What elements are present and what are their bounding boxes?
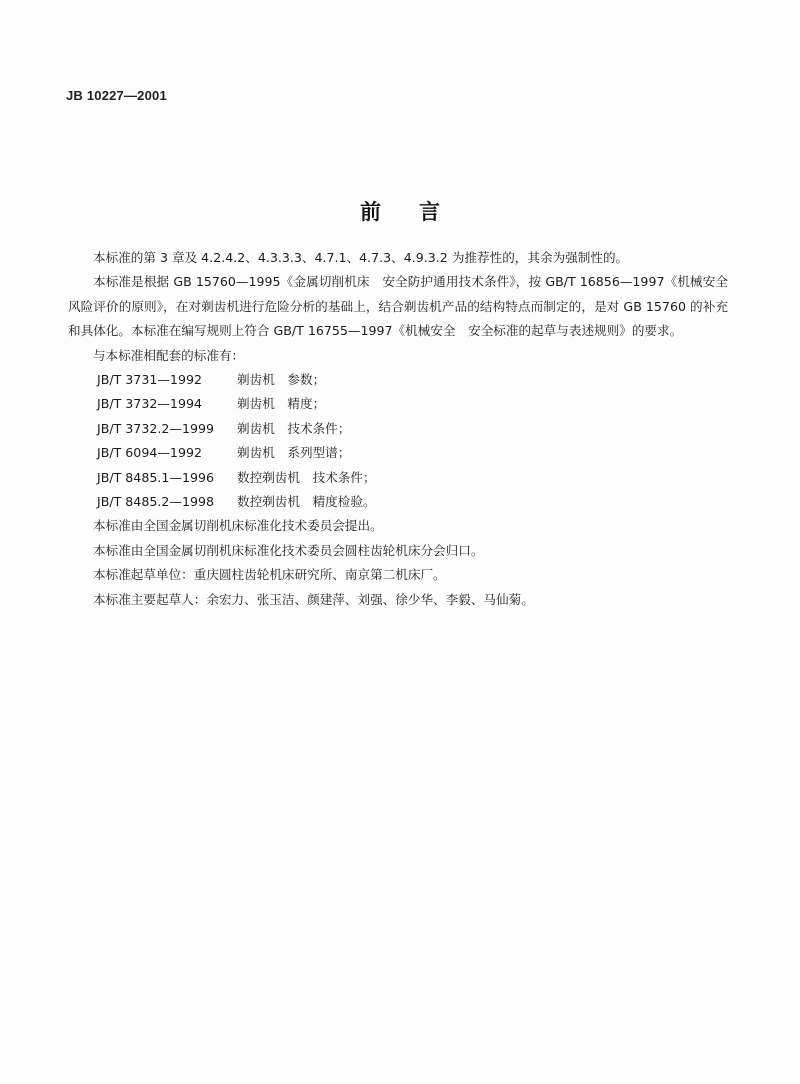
standard-name: 剃齿机 精度； bbox=[237, 396, 326, 412]
list-item bbox=[68, 441, 728, 465]
list-item bbox=[68, 466, 728, 490]
list-item bbox=[68, 417, 728, 441]
paragraph-drafters: 本标准主要起草人：余宏力、张玉洁、颜建萍、刘强、徐少华、李毅、马仙菊。 bbox=[93, 591, 534, 607]
related-standards-list bbox=[68, 368, 728, 514]
standard-code: JB/T 8485.1—1996 bbox=[97, 469, 215, 485]
standard-code: JB/T 6094—1992 bbox=[97, 445, 202, 461]
paragraph-drafting-units: 本标准起草单位：重庆圆柱齿轮机床研究所、南京第二机床厂。 bbox=[93, 567, 446, 583]
standard-code: JB/T 3731—1992 bbox=[97, 372, 202, 388]
document-number: JB 10227—2001 bbox=[66, 88, 167, 103]
preface-body bbox=[68, 246, 728, 612]
standard-name: 剃齿机 系列型谱； bbox=[237, 445, 351, 461]
paragraph-related-intro: 与本标准相配套的标准有： bbox=[93, 347, 245, 363]
paragraph-proposed-by: 本标准由全国金属切削机床标准化技术委员会提出。 bbox=[93, 518, 383, 534]
page-title: 前言 bbox=[360, 200, 478, 224]
paragraph-basis: 本标准是根据 GB 15760—1995《金属切削机床 安全防护通用技术条件》，按 GB/T 16856—1997《机械安全风险评价的原则》，在对剃齿机进行危险分析的基础上，结合剃齿机产品的结构特点而制定的，是对 GB 15760 的补充和具体化。本标准在编写规则上符合 GB/T 16755—1997《机械安全 安全标准的起草与表述规则》的要求。 bbox=[68, 274, 728, 339]
list-item bbox=[68, 368, 728, 392]
standard-name: 剃齿机 技术条件； bbox=[237, 420, 351, 436]
list-item bbox=[68, 490, 728, 514]
standard-code: JB/T 3732—1994 bbox=[97, 396, 202, 412]
paragraph-recommended-clauses: 本标准的第 3 章及 4.2.4.2、4.3.3.3、4.7.1、4.7.3、4.9.3.2 为推荐性的，其余为强制性的。 bbox=[93, 250, 629, 265]
standard-name: 数控剃齿机 技术条件； bbox=[237, 469, 376, 485]
standard-code: JB/T 3732.2—1999 bbox=[97, 420, 215, 436]
standard-name: 数控剃齿机 精度检验。 bbox=[237, 493, 376, 509]
list-item bbox=[68, 392, 728, 416]
paragraph-administered-by: 本标准由全国金属切削机床标准化技术委员会圆柱齿轮机床分会归口。 bbox=[93, 542, 484, 558]
standard-code: JB/T 8485.2—1998 bbox=[97, 493, 215, 509]
standard-name: 剃齿机 参数； bbox=[237, 372, 326, 388]
